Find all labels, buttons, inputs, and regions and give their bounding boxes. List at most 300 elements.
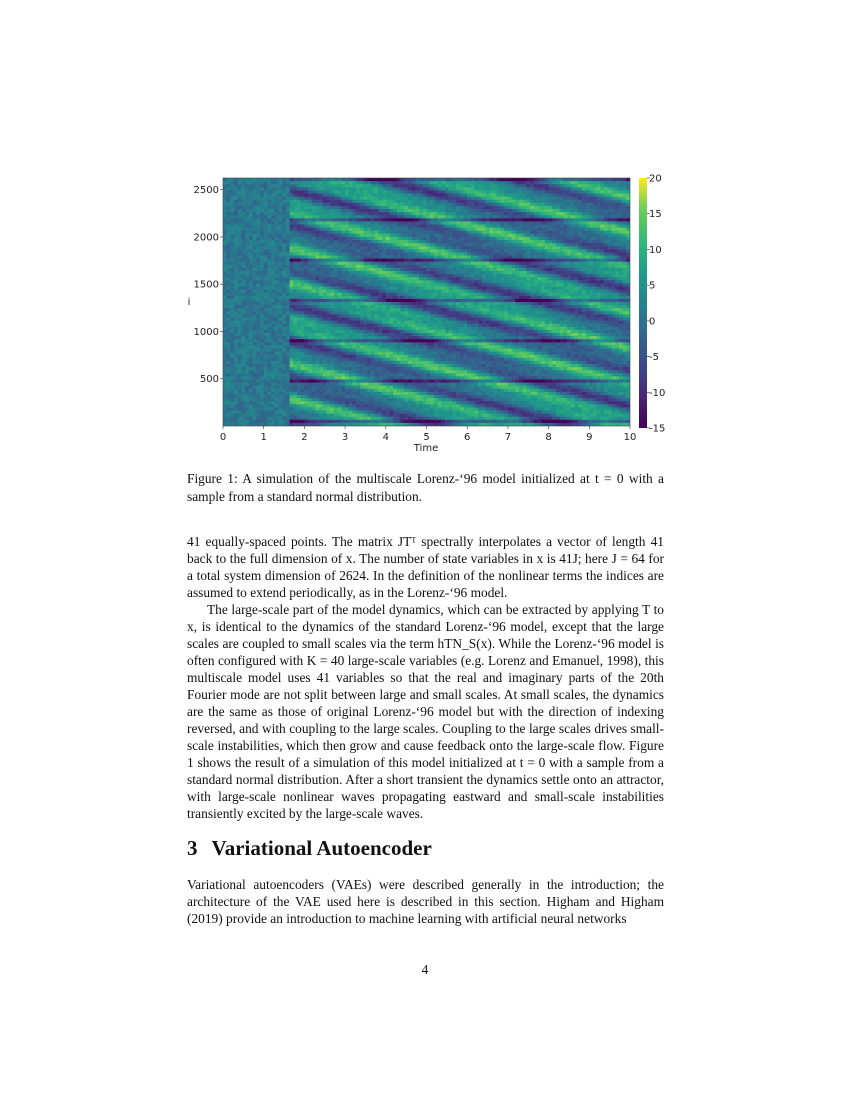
heatmap-cell bbox=[234, 190, 238, 194]
heatmap-cell bbox=[408, 209, 412, 213]
heatmap-cell bbox=[308, 290, 312, 294]
heatmap-cell bbox=[415, 209, 419, 213]
heatmap-cell bbox=[249, 299, 253, 303]
heatmap-cell bbox=[308, 194, 312, 198]
heatmap-cell bbox=[275, 209, 279, 213]
heatmap-cell bbox=[408, 364, 412, 368]
heatmap-cell bbox=[419, 280, 423, 284]
heatmap-cell bbox=[223, 342, 227, 346]
heatmap-cell bbox=[290, 308, 294, 312]
heatmap-cell bbox=[279, 333, 283, 337]
heatmap-cell bbox=[227, 194, 231, 198]
heatmap-cell bbox=[242, 342, 246, 346]
heatmap-cell bbox=[430, 187, 434, 191]
heatmap-cell bbox=[249, 324, 253, 328]
heatmap-cell bbox=[401, 181, 405, 185]
heatmap-cell bbox=[378, 330, 382, 334]
heatmap-cell bbox=[430, 311, 434, 315]
heatmap-cell bbox=[364, 194, 368, 198]
heatmap-cell bbox=[427, 407, 431, 411]
heatmap-cell bbox=[267, 324, 271, 328]
heatmap-cell bbox=[253, 358, 257, 362]
heatmap-cell bbox=[267, 373, 271, 377]
heatmap-cell bbox=[364, 345, 368, 349]
heatmap-cell bbox=[316, 364, 320, 368]
heatmap-cell bbox=[345, 417, 349, 421]
heatmap-cell bbox=[356, 212, 360, 216]
heatmap-cell bbox=[375, 358, 379, 362]
heatmap-cell bbox=[308, 305, 312, 309]
heatmap-cell bbox=[449, 389, 453, 393]
heatmap-cell bbox=[245, 290, 249, 294]
heatmap-cell bbox=[227, 252, 231, 256]
heatmap-cell bbox=[401, 256, 405, 260]
heatmap-cell bbox=[445, 398, 449, 402]
heatmap-cell bbox=[430, 262, 434, 266]
heatmap-cell bbox=[327, 386, 331, 390]
heatmap-cell bbox=[290, 237, 294, 241]
heatmap-cell bbox=[360, 339, 364, 343]
heatmap-cell bbox=[312, 299, 316, 303]
heatmap-cell bbox=[249, 234, 253, 238]
heatmap-cell bbox=[275, 386, 279, 390]
heatmap-cell bbox=[260, 221, 264, 225]
heatmap-cell bbox=[275, 330, 279, 334]
heatmap-cell bbox=[308, 280, 312, 284]
heatmap-cell bbox=[341, 265, 345, 269]
heatmap-cell bbox=[371, 407, 375, 411]
heatmap-cell bbox=[330, 221, 334, 225]
heatmap-cell bbox=[349, 333, 353, 337]
heatmap-cell bbox=[397, 342, 401, 346]
heatmap-cell bbox=[386, 407, 390, 411]
heatmap-cell bbox=[438, 178, 442, 182]
heatmap-cell bbox=[415, 194, 419, 198]
heatmap-cell bbox=[349, 336, 353, 340]
heatmap-cell bbox=[349, 187, 353, 191]
heatmap-cell bbox=[323, 318, 327, 322]
heatmap-cell bbox=[378, 287, 382, 291]
heatmap-cell bbox=[371, 206, 375, 210]
heatmap-cell bbox=[349, 327, 353, 331]
heatmap-cell bbox=[234, 259, 238, 263]
heatmap-cell bbox=[327, 280, 331, 284]
heatmap-cell bbox=[286, 249, 290, 253]
heatmap-cell bbox=[438, 339, 442, 343]
heatmap-cell bbox=[279, 327, 283, 331]
heatmap-cell bbox=[260, 386, 264, 390]
heatmap-cell bbox=[419, 181, 423, 185]
heatmap-cell bbox=[397, 417, 401, 421]
heatmap-cell bbox=[427, 228, 431, 232]
heatmap-cell bbox=[282, 265, 286, 269]
heatmap-cell bbox=[415, 293, 419, 297]
heatmap-cell bbox=[338, 305, 342, 309]
heatmap-cell bbox=[304, 259, 308, 263]
heatmap-cell bbox=[397, 401, 401, 405]
heatmap-cell bbox=[438, 234, 442, 238]
heatmap-cell bbox=[234, 283, 238, 287]
heatmap-cell bbox=[279, 342, 283, 346]
heatmap-cell bbox=[319, 417, 323, 421]
heatmap-cell bbox=[279, 330, 283, 334]
heatmap-cell bbox=[404, 305, 408, 309]
heatmap-cell bbox=[267, 225, 271, 229]
heatmap-cell bbox=[242, 420, 246, 424]
heatmap-cell bbox=[415, 280, 419, 284]
heatmap-cell bbox=[356, 228, 360, 232]
heatmap-cell bbox=[327, 206, 331, 210]
heatmap-cell bbox=[397, 376, 401, 380]
heatmap-cell bbox=[271, 342, 275, 346]
heatmap-cell bbox=[382, 231, 386, 235]
heatmap-cell bbox=[341, 231, 345, 235]
heatmap-cell bbox=[312, 318, 316, 322]
heatmap-cell bbox=[449, 414, 453, 418]
heatmap-cell bbox=[404, 395, 408, 399]
heatmap-cell bbox=[275, 324, 279, 328]
heatmap-cell bbox=[360, 287, 364, 291]
heatmap-cell bbox=[290, 383, 294, 387]
heatmap-cell bbox=[323, 252, 327, 256]
heatmap-cell bbox=[316, 194, 320, 198]
heatmap-cell bbox=[427, 287, 431, 291]
heatmap-cell bbox=[297, 336, 301, 340]
heatmap-cell bbox=[378, 259, 382, 263]
heatmap-cell bbox=[297, 311, 301, 315]
heatmap-cell bbox=[434, 252, 438, 256]
heatmap-cell bbox=[338, 404, 342, 408]
heatmap-cell bbox=[238, 321, 242, 325]
heatmap-cell bbox=[452, 197, 456, 201]
heatmap-cell bbox=[441, 249, 445, 253]
heatmap-cell bbox=[371, 308, 375, 312]
heatmap-cell bbox=[415, 256, 419, 260]
heatmap-cell bbox=[449, 383, 453, 387]
heatmap-cell bbox=[445, 321, 449, 325]
heatmap-cell bbox=[334, 333, 338, 337]
heatmap-cell bbox=[341, 414, 345, 418]
heatmap-cell bbox=[441, 395, 445, 399]
heatmap-cell bbox=[267, 178, 271, 182]
heatmap-cell bbox=[275, 256, 279, 260]
heatmap-cell bbox=[360, 383, 364, 387]
heatmap-cell bbox=[238, 339, 242, 343]
heatmap-cell bbox=[223, 221, 227, 225]
heatmap-cell bbox=[386, 215, 390, 219]
heatmap-cell bbox=[434, 370, 438, 374]
heatmap-cell bbox=[371, 327, 375, 331]
heatmap-cell bbox=[404, 221, 408, 225]
heatmap-cell bbox=[375, 395, 379, 399]
heatmap-cell bbox=[445, 215, 449, 219]
heatmap-cell bbox=[345, 370, 349, 374]
heatmap-cell bbox=[338, 367, 342, 371]
heatmap-cell bbox=[234, 225, 238, 229]
heatmap-cell bbox=[253, 280, 257, 284]
heatmap-cell bbox=[393, 197, 397, 201]
heatmap-cell bbox=[408, 212, 412, 216]
heatmap-cell bbox=[427, 318, 431, 322]
heatmap-cell bbox=[382, 392, 386, 396]
heatmap-cell bbox=[260, 345, 264, 349]
heatmap-cell bbox=[371, 330, 375, 334]
heatmap-cell bbox=[316, 293, 320, 297]
heatmap-cell bbox=[415, 181, 419, 185]
heatmap-cell bbox=[356, 299, 360, 303]
heatmap-cell bbox=[393, 407, 397, 411]
heatmap-cell bbox=[427, 218, 431, 222]
heatmap-cell bbox=[401, 187, 405, 191]
heatmap-cell bbox=[382, 218, 386, 222]
heatmap-cell bbox=[401, 333, 405, 337]
heatmap-cell bbox=[375, 296, 379, 300]
heatmap-cell bbox=[349, 190, 353, 194]
heatmap-cell bbox=[223, 339, 227, 343]
heatmap-cell bbox=[286, 383, 290, 387]
heatmap-cell bbox=[275, 194, 279, 198]
heatmap-cell bbox=[234, 407, 238, 411]
heatmap-cell bbox=[356, 349, 360, 353]
heatmap-cell bbox=[330, 249, 334, 253]
heatmap-cell bbox=[242, 364, 246, 368]
heatmap-cell bbox=[253, 417, 257, 421]
heatmap-cell bbox=[286, 386, 290, 390]
heatmap-cell bbox=[386, 209, 390, 213]
heatmap-cell bbox=[234, 345, 238, 349]
heatmap-cell bbox=[234, 287, 238, 291]
heatmap-cell bbox=[242, 287, 246, 291]
heatmap-cell bbox=[356, 380, 360, 384]
heatmap-cell bbox=[242, 194, 246, 198]
heatmap-cell bbox=[267, 358, 271, 362]
heatmap-cell bbox=[345, 228, 349, 232]
heatmap-cell bbox=[419, 212, 423, 216]
heatmap-cell bbox=[271, 311, 275, 315]
heatmap-cell bbox=[401, 361, 405, 365]
heatmap-cell bbox=[338, 342, 342, 346]
heatmap-cell bbox=[349, 318, 353, 322]
heatmap-cell bbox=[319, 237, 323, 241]
heatmap-cell bbox=[378, 290, 382, 294]
heatmap-cell bbox=[260, 290, 264, 294]
heatmap-cell bbox=[230, 352, 234, 356]
heatmap-cell bbox=[234, 314, 238, 318]
heatmap-cell bbox=[445, 336, 449, 340]
heatmap-cell bbox=[245, 305, 249, 309]
heatmap-cell bbox=[438, 404, 442, 408]
heatmap-cell bbox=[386, 231, 390, 235]
heatmap-cell bbox=[323, 194, 327, 198]
heatmap-cell bbox=[304, 321, 308, 325]
heatmap-cell bbox=[404, 234, 408, 238]
heatmap-cell bbox=[316, 283, 320, 287]
heatmap-cell bbox=[430, 181, 434, 185]
heatmap-cell bbox=[245, 389, 249, 393]
heatmap-cell bbox=[319, 342, 323, 346]
heatmap-cell bbox=[245, 333, 249, 337]
heatmap-cell bbox=[386, 256, 390, 260]
heatmap-cell bbox=[434, 411, 438, 415]
heatmap-cell bbox=[338, 324, 342, 328]
heatmap-cell bbox=[304, 392, 308, 396]
heatmap-cell bbox=[234, 355, 238, 359]
heatmap-cell bbox=[238, 383, 242, 387]
heatmap-cell bbox=[430, 336, 434, 340]
heatmap-cell bbox=[375, 370, 379, 374]
heatmap-cell bbox=[445, 256, 449, 260]
heatmap-cell bbox=[441, 311, 445, 315]
heatmap-cell bbox=[338, 302, 342, 306]
heatmap-cell bbox=[267, 318, 271, 322]
heatmap-cell bbox=[234, 256, 238, 260]
heatmap-cell bbox=[449, 231, 453, 235]
heatmap-cell bbox=[375, 336, 379, 340]
heatmap-cell bbox=[282, 225, 286, 229]
heatmap-cell bbox=[449, 321, 453, 325]
heatmap-cell bbox=[267, 361, 271, 365]
heatmap-cell bbox=[275, 243, 279, 247]
heatmap-cell bbox=[334, 339, 338, 343]
heatmap-cell bbox=[334, 181, 338, 185]
heatmap-cell bbox=[353, 355, 357, 359]
heatmap-cell bbox=[316, 339, 320, 343]
heatmap-cell bbox=[282, 234, 286, 238]
heatmap-cell bbox=[371, 237, 375, 241]
heatmap-cell bbox=[330, 339, 334, 343]
heatmap-cell bbox=[301, 287, 305, 291]
heatmap-cell bbox=[449, 262, 453, 266]
heatmap-cell bbox=[238, 389, 242, 393]
heatmap-cell bbox=[401, 345, 405, 349]
heatmap-cell bbox=[271, 206, 275, 210]
heatmap-cell bbox=[323, 200, 327, 204]
heatmap-cell bbox=[256, 370, 260, 374]
heatmap-cell bbox=[260, 367, 264, 371]
heatmap-cell bbox=[360, 212, 364, 216]
heatmap-cell bbox=[323, 404, 327, 408]
heatmap-cell bbox=[249, 364, 253, 368]
heatmap-cell bbox=[260, 262, 264, 266]
heatmap-cell bbox=[382, 342, 386, 346]
heatmap-cell bbox=[353, 367, 357, 371]
heatmap-cell bbox=[449, 305, 453, 309]
heatmap-cell bbox=[338, 215, 342, 219]
heatmap-cell bbox=[353, 181, 357, 185]
heatmap-cell bbox=[267, 333, 271, 337]
heatmap-cell bbox=[227, 314, 231, 318]
heatmap-cell bbox=[349, 380, 353, 384]
heatmap-cell bbox=[264, 367, 268, 371]
heatmap-cell bbox=[364, 212, 368, 216]
heatmap-cell bbox=[353, 361, 357, 365]
heatmap-cell bbox=[441, 293, 445, 297]
heatmap-cell bbox=[242, 203, 246, 207]
heatmap-cell bbox=[393, 380, 397, 384]
heatmap-cell bbox=[301, 311, 305, 315]
heatmap-cell bbox=[341, 330, 345, 334]
heatmap-cell bbox=[316, 240, 320, 244]
heatmap-cell bbox=[445, 231, 449, 235]
heatmap-cell bbox=[427, 327, 431, 331]
heatmap-cell bbox=[223, 240, 227, 244]
heatmap-cell bbox=[356, 395, 360, 399]
heatmap-cell bbox=[275, 401, 279, 405]
heatmap-cell bbox=[375, 364, 379, 368]
heatmap-cell bbox=[449, 178, 453, 182]
heatmap-cell bbox=[345, 252, 349, 256]
heatmap-cell bbox=[282, 190, 286, 194]
heatmap-cell bbox=[230, 206, 234, 210]
heatmap-cell bbox=[401, 265, 405, 269]
heatmap-cell bbox=[415, 287, 419, 291]
heatmap-cell bbox=[375, 212, 379, 216]
heatmap-cell bbox=[415, 401, 419, 405]
heatmap-cell bbox=[364, 389, 368, 393]
heatmap-cell bbox=[293, 349, 297, 353]
heatmap-cell bbox=[415, 190, 419, 194]
heatmap-cell bbox=[390, 367, 394, 371]
heatmap-cell bbox=[412, 389, 416, 393]
heatmap-cell bbox=[223, 411, 227, 415]
heatmap-cell bbox=[430, 367, 434, 371]
heatmap-cell bbox=[234, 398, 238, 402]
heatmap-field bbox=[223, 178, 630, 426]
heatmap-cell bbox=[452, 249, 456, 253]
heatmap-cell bbox=[256, 305, 260, 309]
heatmap-cell bbox=[275, 249, 279, 253]
heatmap-cell bbox=[404, 231, 408, 235]
heatmap-cell bbox=[419, 364, 423, 368]
heatmap-cell bbox=[227, 336, 231, 340]
heatmap-cell bbox=[290, 333, 294, 337]
heatmap-cell bbox=[423, 221, 427, 225]
heatmap-cell bbox=[242, 206, 246, 210]
heatmap-cell bbox=[264, 280, 268, 284]
heatmap-cell bbox=[301, 283, 305, 287]
heatmap-cell bbox=[397, 271, 401, 275]
heatmap-cell bbox=[323, 197, 327, 201]
heatmap-cell bbox=[423, 259, 427, 263]
heatmap-cell bbox=[267, 268, 271, 272]
heatmap-cell bbox=[230, 237, 234, 241]
heatmap-cell bbox=[375, 187, 379, 191]
heatmap-cell bbox=[367, 225, 371, 229]
heatmap-cell bbox=[330, 256, 334, 260]
heatmap-cell bbox=[345, 355, 349, 359]
heatmap-cell bbox=[452, 181, 456, 185]
heatmap-cell bbox=[397, 330, 401, 334]
heatmap-cell bbox=[256, 218, 260, 222]
heatmap-cell bbox=[242, 225, 246, 229]
heatmap-cell bbox=[423, 274, 427, 278]
heatmap-cell bbox=[412, 268, 416, 272]
heatmap-cell bbox=[427, 364, 431, 368]
heatmap-cell bbox=[367, 184, 371, 188]
heatmap-cell bbox=[378, 252, 382, 256]
heatmap-cell bbox=[349, 184, 353, 188]
heatmap-cell bbox=[353, 259, 357, 263]
heatmap-cell bbox=[304, 190, 308, 194]
heatmap-cell bbox=[419, 395, 423, 399]
heatmap-cell bbox=[334, 209, 338, 213]
heatmap-cell bbox=[393, 206, 397, 210]
heatmap-cell bbox=[341, 342, 345, 346]
heatmap-cell bbox=[327, 352, 331, 356]
heatmap-cell bbox=[327, 178, 331, 182]
heatmap-cell bbox=[304, 336, 308, 340]
heatmap-cell bbox=[430, 287, 434, 291]
